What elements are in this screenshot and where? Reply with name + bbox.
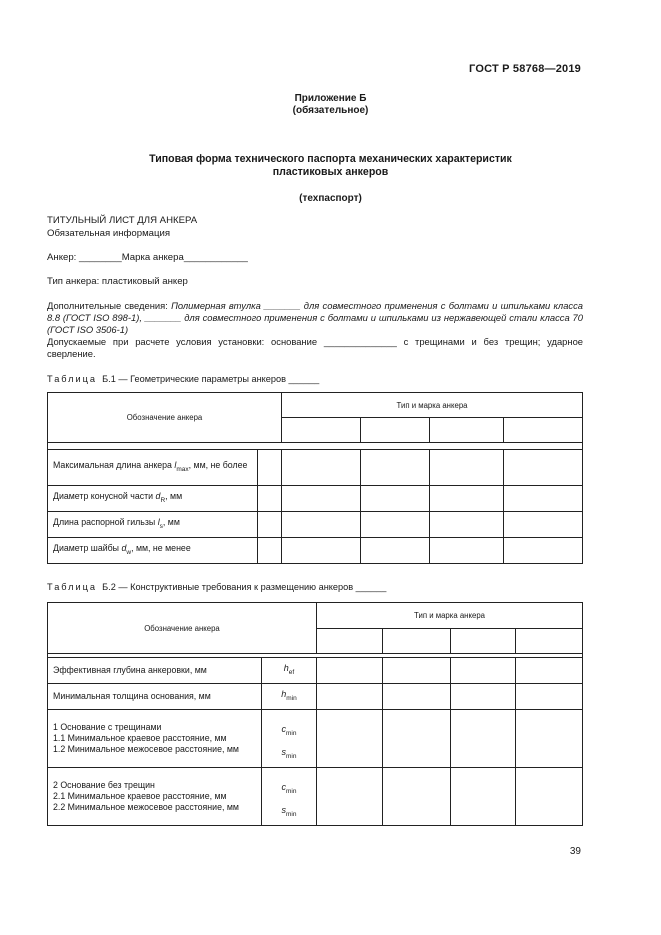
cell (516, 629, 583, 654)
cell (451, 658, 516, 684)
cell (504, 418, 583, 443)
document-title-line2: пластиковых анкеров (272, 166, 389, 178)
row-label: Максимальная длина анкера $l_{max}$, мм, не более (48, 450, 258, 486)
table-geometry (47, 392, 583, 564)
extra-info (47, 300, 583, 336)
cell (361, 486, 430, 512)
table-row (48, 486, 583, 512)
table1-caption-prefix: Таблица (47, 374, 98, 384)
table-row (48, 450, 583, 486)
extra-info-text: Полимерная втулка _______ для совместного применения с болтами и шпильками класса 8.8 (ГОСТ ISO 898-1), _______ для совместного применения с болтами и шпильками из нержавеющей стали класса 70 (ГОСТ ISO 3506-1) (47, 300, 583, 335)
table2-caption-prefix: Таблица (47, 582, 98, 592)
cell (317, 629, 383, 654)
table2-caption (47, 581, 386, 593)
cell (383, 768, 451, 826)
cell (282, 450, 361, 486)
table-placement (47, 602, 583, 826)
table-row (48, 768, 583, 826)
cell (361, 538, 430, 564)
header-type: Тип и марка анкера (317, 603, 583, 629)
cell (516, 658, 583, 684)
cell (282, 538, 361, 564)
extra-info-label: Дополнительные сведения: (47, 300, 172, 311)
standard-number: ГОСТ Р 58768—2019 (469, 63, 581, 75)
cell (282, 512, 361, 538)
table-row (48, 538, 583, 564)
cell (430, 418, 504, 443)
cell (451, 710, 516, 768)
cell (361, 450, 430, 486)
allowed-conditions: Допускаемые при расчете условия установки: основание ______________ с трещинами и без трещин; ударное сверление. (47, 336, 583, 359)
cell (504, 486, 583, 512)
header-designation: Обозначение анкера (48, 603, 317, 654)
anchor-type: Тип анкера: пластиковый анкер (47, 276, 188, 287)
cell (516, 710, 583, 768)
cell (383, 684, 451, 710)
row-label: Эффективная глубина анкеровки, мм (48, 658, 262, 684)
document-subtitle: (техпаспорт) (299, 193, 362, 204)
appendix-name: Приложение Б (294, 93, 367, 104)
page-number: 39 (569, 846, 581, 857)
table1-caption (47, 373, 319, 385)
cell (430, 486, 504, 512)
title-sheet-heading: ТИТУЛЬНЫЙ ЛИСТ ДЛЯ АНКЕРА (47, 215, 198, 226)
cell (516, 768, 583, 826)
cell (504, 538, 583, 564)
table-row (48, 512, 583, 538)
cell (317, 658, 383, 684)
cell (430, 450, 504, 486)
separator-row (48, 443, 583, 450)
row-label: Диаметр шайбы $d_w$, мм, не менее (48, 538, 258, 564)
row-label: Минимальная толщина основания, мм (48, 684, 262, 710)
cell (451, 684, 516, 710)
cell (258, 450, 282, 486)
table1-caption-text: Б.1 — Геометрические параметры анкеров ______ (102, 374, 320, 384)
header-designation: Обозначение анкера (48, 393, 282, 443)
row-label: 1 Основание с трещинами 1.1 Минимальное краевое расстояние, мм 1.2 Минимальное межосевое расстояние, мм (48, 710, 262, 768)
row-label: Длина распорной гильзы $l_s$, мм (48, 512, 258, 538)
table-row (48, 684, 583, 710)
cell (383, 658, 451, 684)
cell (430, 512, 504, 538)
cell (504, 450, 583, 486)
row-symbol: $c_{min}$ $s_{min}$ (262, 768, 317, 826)
table-row (48, 658, 583, 684)
cell (504, 512, 583, 538)
cell (451, 629, 516, 654)
cell (258, 486, 282, 512)
document-title-line1: Типовая форма технического паспорта механических характеристик (149, 153, 512, 165)
cell (430, 538, 504, 564)
table-row (48, 710, 583, 768)
header-type: Тип и марка анкера (282, 393, 583, 418)
cell (361, 418, 430, 443)
cell (258, 512, 282, 538)
cell (451, 768, 516, 826)
row-label: Диаметр конусной части $d_R$, мм (48, 486, 258, 512)
row-symbol: $h_{ef}$ (262, 658, 317, 684)
cell (383, 629, 451, 654)
cell (258, 538, 282, 564)
row-symbol: $c_{min}$ $s_{min}$ (262, 710, 317, 768)
mandatory-info: Обязательная информация (47, 228, 171, 239)
cell (516, 684, 583, 710)
cell (317, 684, 383, 710)
cell (383, 710, 451, 768)
cell (317, 710, 383, 768)
anchor-line: Анкер: ________Марка анкера____________ (47, 252, 248, 263)
cell (282, 418, 361, 443)
appendix-status: (обязательное) (292, 105, 369, 116)
cell (282, 486, 361, 512)
row-label: 2 Основание без трещин 2.1 Минимальное краевое расстояние, мм 2.2 Минимальное межосевое расстояние, мм (48, 768, 262, 826)
table2-caption-text: Б.2 — Конструктивные требования к размещению анкеров ______ (102, 582, 387, 592)
row-symbol: $h_{min}$ (262, 684, 317, 710)
cell (361, 512, 430, 538)
cell (317, 768, 383, 826)
